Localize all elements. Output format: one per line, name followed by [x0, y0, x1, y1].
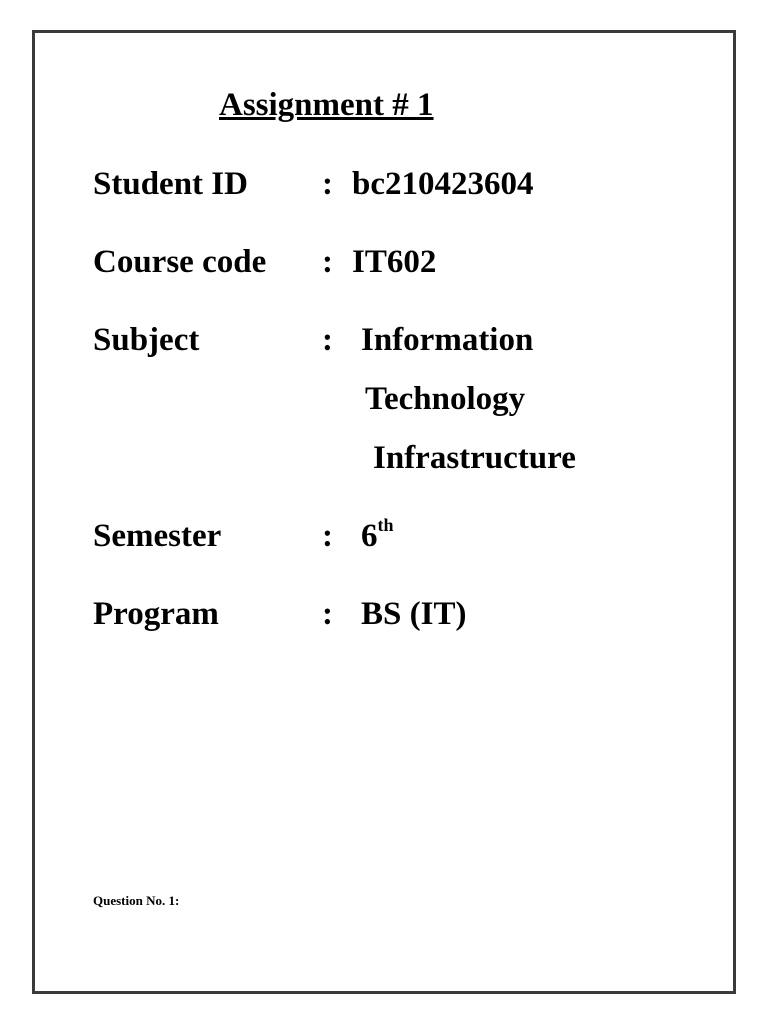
- semester-label: Semester: [93, 518, 222, 554]
- subject-value-line-2: Technology: [365, 381, 526, 417]
- student-id-label: Student ID: [93, 166, 248, 202]
- subject-value-line-3: Infrastructure: [373, 440, 576, 476]
- student-id-value: bc210423604: [352, 166, 534, 202]
- assignment-title: Assignment # 1: [219, 87, 434, 123]
- program-label: Program: [93, 596, 219, 632]
- semester-number: 6: [361, 518, 378, 554]
- question-heading: Question No. 1:: [93, 893, 180, 908]
- course-code-label: Course code: [93, 244, 267, 280]
- program-separator: :: [322, 596, 333, 632]
- semester-ordinal-suffix: th: [377, 515, 394, 535]
- subject-label: Subject: [93, 322, 200, 358]
- course-code-value: IT602: [352, 244, 437, 280]
- subject-separator: :: [322, 322, 333, 358]
- student-id-separator: :: [322, 166, 333, 202]
- program-value: BS (IT): [361, 596, 467, 632]
- course-code-separator: :: [322, 244, 333, 280]
- semester-separator: :: [322, 518, 333, 554]
- subject-value-line-1: Information: [361, 322, 534, 358]
- semester-value: [361, 517, 394, 557]
